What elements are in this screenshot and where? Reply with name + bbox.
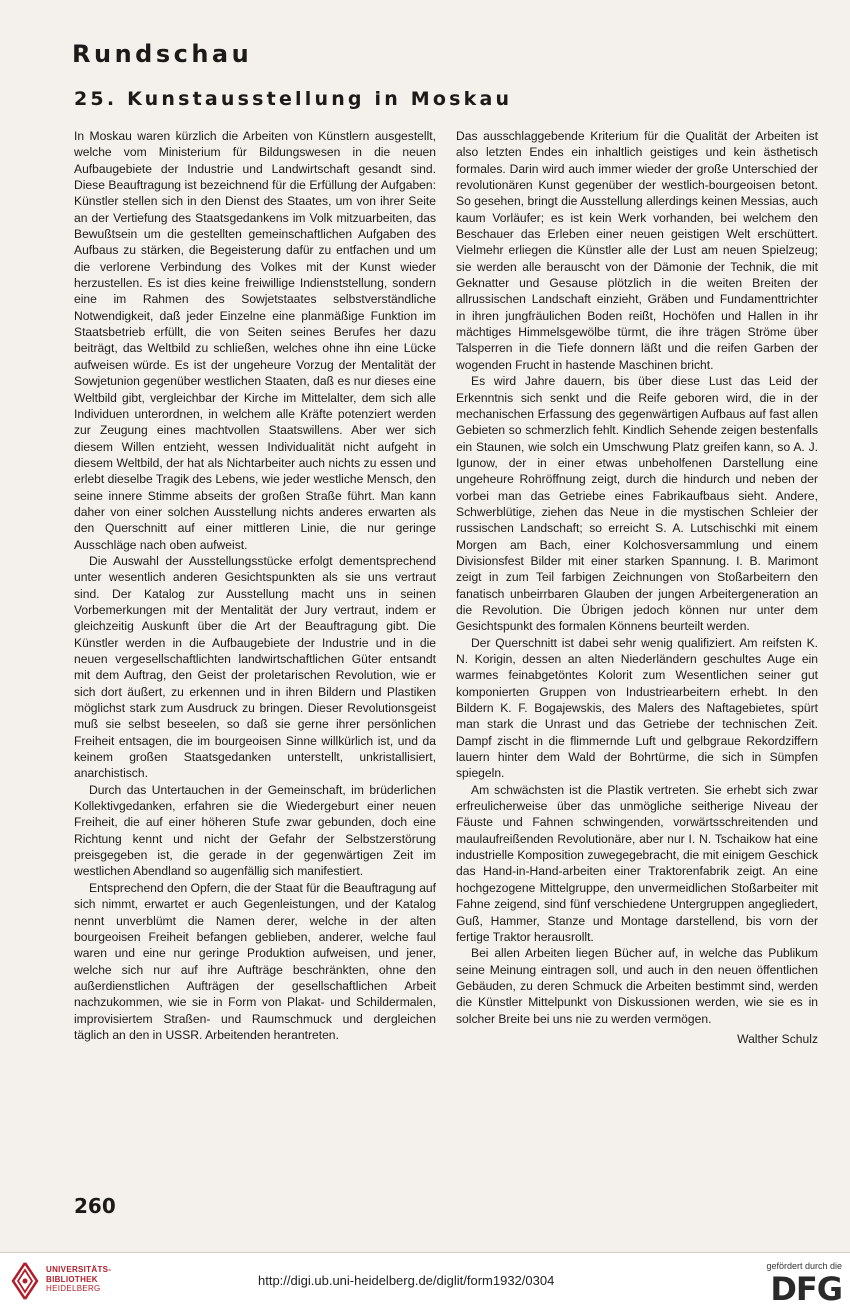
paragraph: Die Auswahl der Ausstellungsstücke erfolgt dementsprechend unter wesentlich anderen Gesichtspunkten als sie uns vertraut sind. Der Katalog zur Ausstellung macht uns in seinen Vorbemerkungen mit der Mentalität der Jury vertraut, indem er gleichzeitig Auskunft über die Art der Beauftragung gibt. Die Künstler werden in die Aufbaugebiete der Industrie und in die neuen vergesellschaftlichten landwirtschaftlichen Güter entsandt mit dem Auftrag, den Geist der proletarischen Revolution, wie er sich dort äußert, zu erkennen und in ihren Bildern und Plastiken möglichst stark zum Ausdruck zu bringen. Dieser Revolutionsgeist muß sie selbst beseelen, so daß sie gerne ihrer persönlichen Freiheit entsagen, die im bourgeoisen Sinne willkürlich ist, und da keinem großen Staatsgedanken unterstellt, unkristallisiert, anarchistisch. (74, 553, 436, 781)
author-signature: Walther Schulz (737, 1031, 818, 1046)
right-column (456, 128, 818, 1047)
sponsor-note: gefördert durch die (766, 1261, 842, 1271)
section-title: Rundschau (72, 40, 253, 68)
paragraph: Bei allen Arbeiten liegen Bücher auf, in welche das Publikum seine Meinung eintragen soll, und auch in den neuen öffentlichen Gebäuden, zu deren Schmuck die Arbeiten bestimmt sind, werden die Künstler Mittelpunkt von Diskussionen werden, wie sie es in solcher Breite bei uns nie zu werden vermögen. (456, 946, 818, 1026)
library-line: BIBLIOTHEK (46, 1274, 98, 1284)
paragraph: Durch das Untertauchen in der Gemeinschaft, im brüderlichen Kollektivgedanken, erfahren sie die Wiedergeburt einer neuen Freiheit, die auf einer höheren Stufe zwar gebunden, doch eine Richtung kennt und nicht der Gefahr der Selbstzerstörung preisgegeben ist, die gerade in der gegenwärtigen Zeit im westlichen Abendland so augenfällig sich manifestiert. (74, 782, 436, 879)
footer-bar (0, 1252, 850, 1314)
university-seal-icon (10, 1261, 40, 1301)
sponsor-block (766, 1261, 842, 1308)
permalink-url[interactable]: http://digi.ub.uni-heidelberg.de/diglit/form1932/0304 (258, 1273, 555, 1288)
paragraph: Entsprechend den Opfern, die der Staat für die Beauftragung auf sich nimmt, erwartet er auch Gegenleistungen, und der Katalog nennt unverblümt die Namen derer, welche in der alten bourgeoisen Freiheit befangen geblieben, anderer, welche faul waren und eine nur geringe Produktion aufweisen, und jener, welche sich nur auf ihre Aufträge beschränkten, ohne den außerdienstlichen Aufträgen der gesellschaftlichen Arbeit nachzukommen, wie sie in Form von Plakat- und Schildermalen, improvisiertem Straßen- und Raumschmuck und dergleichen täglich an den in USSR. Arbeitenden herantreten. (74, 880, 436, 1042)
paragraph: Der Querschnitt ist dabei sehr wenig qualifiziert. Am reifsten K. N. Korigin, dessen an alten Niederländern geschultes Auge ein warmes feinabgetöntes Kolorit zum Wesentlichen seiner gut komponierten Gruppen von Industriearbeitern erhebt. In den Bildern K. F. Bogajewskis, des Malers des Naftagebietes, spürt man stark die Unrast und das Getriebe der technischen Zeit. Dampf zischt in die flimmernde Luft und gelbgraue Rekordziffern lauern hinter dem Wald der Bohrtürme, die sich in Sümpfen spiegeln. (456, 635, 818, 781)
paragraph: Es wird Jahre dauern, bis über diese Lust das Leid der Erkenntnis sich senkt und die Reife geboren wird, die in der mechanischen Erfassung des gegenwärtigen Aufbaus auf fast allen Gebieten so schmerzlich fehlt. Kindlich Sehende zeigen bestenfalls ein Staunen, wie solch ein Umschwung Platz greifen kann, so A. J. Igunow, der in einer etwas unbeholfenen Darstellung eine ungeheure Rohröffnung zeigt, durch die hindurch und neben der vorbei man das Getriebe eines Fabrikaufbaus sieht. Andere, Schwerblütige, ziehen das Neue in die mystischen Schleier der russischen Landschaft; so erreicht S. A. Lutschischki mit einem Morgen am Bach, einer Kolchosversammlung und einem Divisionsfest Bilder mit einer starken Spannung. I. B. Marimont zeigt in zum Teil farbigen Zeichnungen von Stoßarbeitern den fanatisch unbeirrbaren Glauben der jungen Arbeitergeneration an die Revolution. Die Übrigen jedoch können nur unter dem Gesichtspunkt des formalen Könnens beurteilt werden. (456, 374, 818, 634)
paragraph: Am schwächsten ist die Plastik vertreten. Sie erhebt sich zwar erfreulicherweise über das unmögliche seitherige Niveau der Fäuste und Fahnen schwingenden, vorwärtsschreitenden und maulaufreißenden Revolutionäre, aber nur I. N. Tschaikow hat eine industrielle Komposition zuwegegebracht, die mit einigem Geschick das Hand-in-Hand-arbeiten einer Traktorenfabrik zeigt. An eine hochgezogene Mittelgruppe, den unvermeidlichen Stoßarbeiter mit Fahne zeigend, sind fünf verschiedene Untergruppen angegliedert, Guß, Hammer, Stanze und Montage darstellend, bis vorn der fertige Traktor herausrollt. (456, 782, 818, 944)
library-name (46, 1265, 111, 1294)
paragraph: Das ausschlaggebende Kriterium für die Qualität der Arbeiten ist also letzten Endes ein inhaltlich geistiges und kein ästhetisch formales. Darin wird auch immer wieder der große Unterschied der revolutionären Kunst gegenüber der westlich-bourgeoisen betont. So gesehen, bringt die Ausstellung allerdings keinen Messias, auch kaum Vorläufer; es ist kein Werk vorhanden, bei welchem den Beschauer das Erleben einer neuen geistigen Welt erschüttert. Vielmehr erliegen die Künstler alle der Lust am neuen Spielzeug; sie werden alle berauscht von der Dämonie der Technik, die mit Geknatter und Gesause plötzlich in die weiten Breiten der allrussischen Landschaft einzieht, Gräben und Fundamenttrichter in ihren jungfräulichen Boden reißt, Hochöfen und Hallen in ihr mächtiges Himmelsgewölbe türmt, die ihre trägen Ströme über Talsperren in die Tiefe donnern läßt und die reifen Garben der wogenden Frucht in hastende Maschinen bricht. (456, 129, 818, 372)
left-column (74, 128, 436, 1043)
paragraph: In Moskau waren kürzlich die Arbeiten von Künstlern ausgestellt, welche vom Ministerium für Bildungswesen in die neuen Aufbaugebiete der Industrie und Landwirtschaft gesandt sind. Diese Beauftragung ist bezeichnend für die Erfüllung der Aufgaben: Künstler stellen sich in den Dienst des Staates, um von ihrer Seite an der Vertiefung des Staatsgedankens im Volk mitzuarbeiten, das Bewußtsein um die gestellten gemeinschaftlichen Aufgaben des Aufbaus zu stärken, die Begeisterung dafür zu entfachen und um die verlorene Verbindung des Volkes mit der Kunst wieder herzustellen. Es ist dies keine freiwillige Indienststellung, sondern eine im Rahmen des Sowjetstaates selbstverständliche Notwendigkeit, daß jeder Einzelne eine planmäßige Funktion im Staatsbetrieb erfüllt, die von Seiten seines Berufes her dazu beiträgt, das Weltbild zu schließen, welches ohne ihn eine Lücke aufweisen würde. Es ist der ungeheure Vorzug der Mentalität der Sowjetunion gegenüber westlichen Staaten, daß es nur dieses eine Weltbild gibt, vergleichbar der Kirche im Mittelalter, dem sich alle Individuen unterordnen, in welchem alle Kräfte potenziert werden zur Zeugung eines machtvollen Staatswillens. Aber wer sich diesem Willen entzieht, wessen Individualität nicht aufgeht in diesem Weltbild, der hat als Nichtarbeiter auch nichts zu essen und erlebt dieselbe Tragik des Lebens, wie jeder westliche Mensch, den seine innere Stimme abseits der großen Straße führt. Man kann daher von einer solchen Ausstellung nichts anderes erwarten als den Querschnitt auf einer mittleren Linie, die nur geringe Ausschläge nach oben aufweist. (74, 129, 436, 552)
article-title: 25. Kunstausstellung in Moskau (74, 88, 513, 110)
library-line: HEIDELBERG (46, 1284, 101, 1293)
library-line: UNIVERSITÄTS- (46, 1265, 112, 1274)
page-number: 260 (74, 1194, 116, 1218)
dfg-logo: DFG (770, 1270, 842, 1308)
